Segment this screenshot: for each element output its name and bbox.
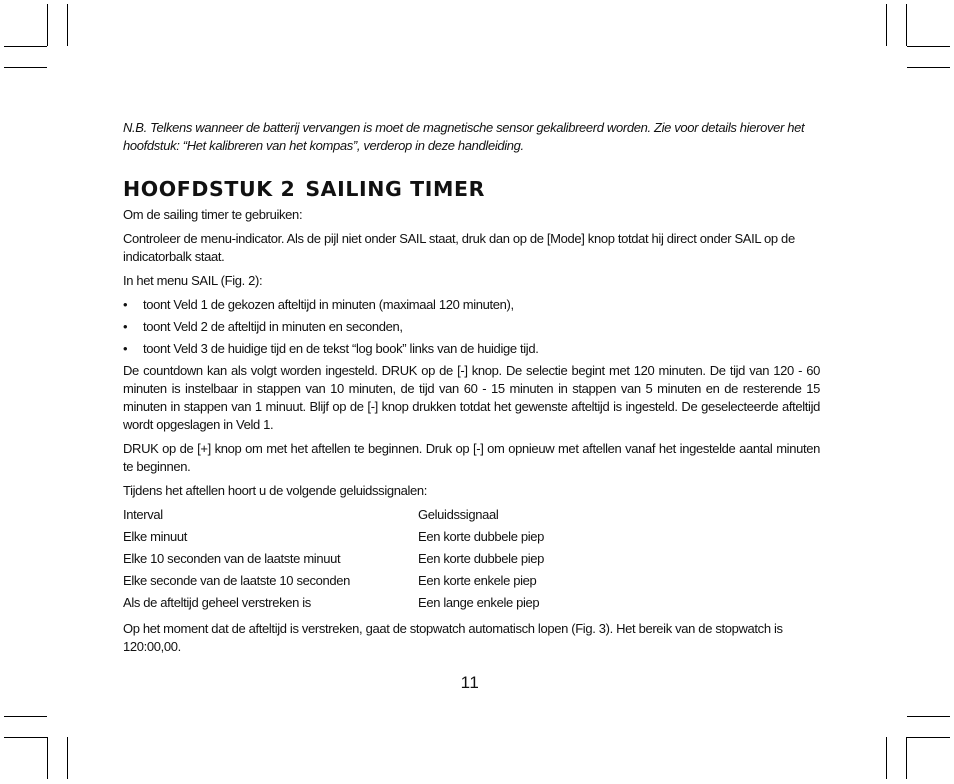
- crop-mark-bottom-left-h1: [4, 716, 47, 717]
- crop-mark-top-right-h1: [907, 46, 950, 47]
- interval-cell: Elke 10 seconden van de laatste minuut: [123, 551, 341, 566]
- table-row: [123, 550, 544, 572]
- list-item-text: toont Veld 1 de gekozen afteltijd in minuten (maximaal 120 minuten),: [143, 297, 514, 312]
- sound-cell: Een korte dubbele piep: [418, 551, 545, 566]
- page-content: [123, 119, 820, 662]
- crop-mark-top-left-v2: [67, 4, 68, 46]
- press-plus-paragraph: DRUK op de [+] knop om met het aftellen te beginnen. Druk op [-] om opnieuw met aftellen vanaf het ingestelde aantal minuten te beginnen.: [123, 441, 820, 474]
- crop-mark-bottom-right-h2: [907, 737, 950, 738]
- intro-paragraph: Om de sailing timer te gebruiken:: [123, 207, 303, 222]
- header-sound: Geluidssignaal: [418, 507, 499, 522]
- sound-cell: Een lange enkele piep: [418, 595, 540, 610]
- crop-mark-top-right-v1: [886, 4, 887, 46]
- crop-mark-top-right-h2: [907, 67, 950, 68]
- table-header-row: [123, 506, 544, 528]
- check-menu-paragraph: Controleer de menu-indicator. Als de pijl niet onder SAIL staat, druk dan op de [Mode] knop totdat hij direct onder SAIL op de indicatorbalk staat.: [123, 231, 795, 264]
- sound-cell: Een korte enkele piep: [418, 573, 537, 588]
- chapter-title: SAILING TIMER: [305, 177, 485, 201]
- countdown-paragraph: De countdown kan als volgt worden ingesteld. DRUK op de [-] knop. De selectie begint met 120 minuten. De tijd van 120 - 60 minuten is instelbaar in stappen van 10 minuten, de tijd van 60 - 15 minuten in stappen van 5 minuten en de resterende 15 minuten in stappen van 1 minuut. Blijf op de [-] knop drukken totdat het gewenste afteltijd is ingesteld. De geselecteerde afteltijd wordt opgeslagen in Veld 1.: [123, 363, 820, 432]
- page-number: 11: [460, 673, 480, 692]
- crop-mark-bottom-right-v2: [906, 737, 907, 779]
- table-row: [123, 528, 544, 550]
- crop-mark-bottom-left-v2: [67, 737, 68, 779]
- list-item-text: toont Veld 2 de afteltijd in minuten en seconden,: [143, 319, 403, 334]
- chapter-number: HOOFDSTUK 2: [123, 177, 296, 201]
- list-item: [123, 340, 820, 358]
- crop-mark-bottom-right-v1: [886, 737, 887, 779]
- chapter-heading: [123, 177, 820, 201]
- crop-mark-bottom-left-v1: [47, 737, 48, 779]
- interval-cell: Als de afteltijd geheel verstreken is: [123, 595, 311, 610]
- interval-cell: Elke minuut: [123, 529, 188, 544]
- table-row: [123, 594, 544, 616]
- field-list: [123, 296, 820, 358]
- list-item-text: toont Veld 3 de huidige tijd en de tekst “log book” links van de huidige tijd.: [143, 341, 539, 356]
- sound-cell: Een korte dubbele piep: [418, 529, 545, 544]
- crop-mark-bottom-left-h2: [4, 737, 47, 738]
- bullet-icon: •: [123, 297, 128, 312]
- table-row: [123, 572, 544, 594]
- crop-mark-top-left-h1: [4, 46, 47, 47]
- signals-intro-paragraph: Tijdens het aftellen hoort u de volgende geluidssignalen:: [123, 483, 428, 498]
- calibration-note: N.B. Telkens wanneer de batterij vervangen is moet de magnetische sensor gekalibreerd worden. Zie voor details hierover het hoofdstuk: “Het kalibreren van het kompas”, verderop in deze handleiding.: [123, 120, 805, 153]
- list-item: [123, 318, 820, 336]
- crop-mark-top-right-v2: [906, 4, 907, 46]
- header-interval: Interval: [123, 507, 163, 522]
- crop-mark-bottom-right-h1: [907, 716, 950, 717]
- bullet-icon: •: [123, 319, 128, 334]
- signals-table: [123, 506, 544, 616]
- list-item: [123, 296, 820, 314]
- bullet-icon: •: [123, 341, 128, 356]
- menu-sail-paragraph: In het menu SAIL (Fig. 2):: [123, 273, 263, 288]
- crop-mark-top-left-h2: [4, 67, 47, 68]
- interval-cell: Elke seconde van de laatste 10 seconden: [123, 573, 351, 588]
- crop-mark-top-left-v1: [47, 4, 48, 46]
- stopwatch-paragraph: Op het moment dat de afteltijd is verstreken, gaat de stopwatch automatisch lopen (Fig. 3). Het bereik van de stopwatch is 120:00,00.: [123, 621, 783, 654]
